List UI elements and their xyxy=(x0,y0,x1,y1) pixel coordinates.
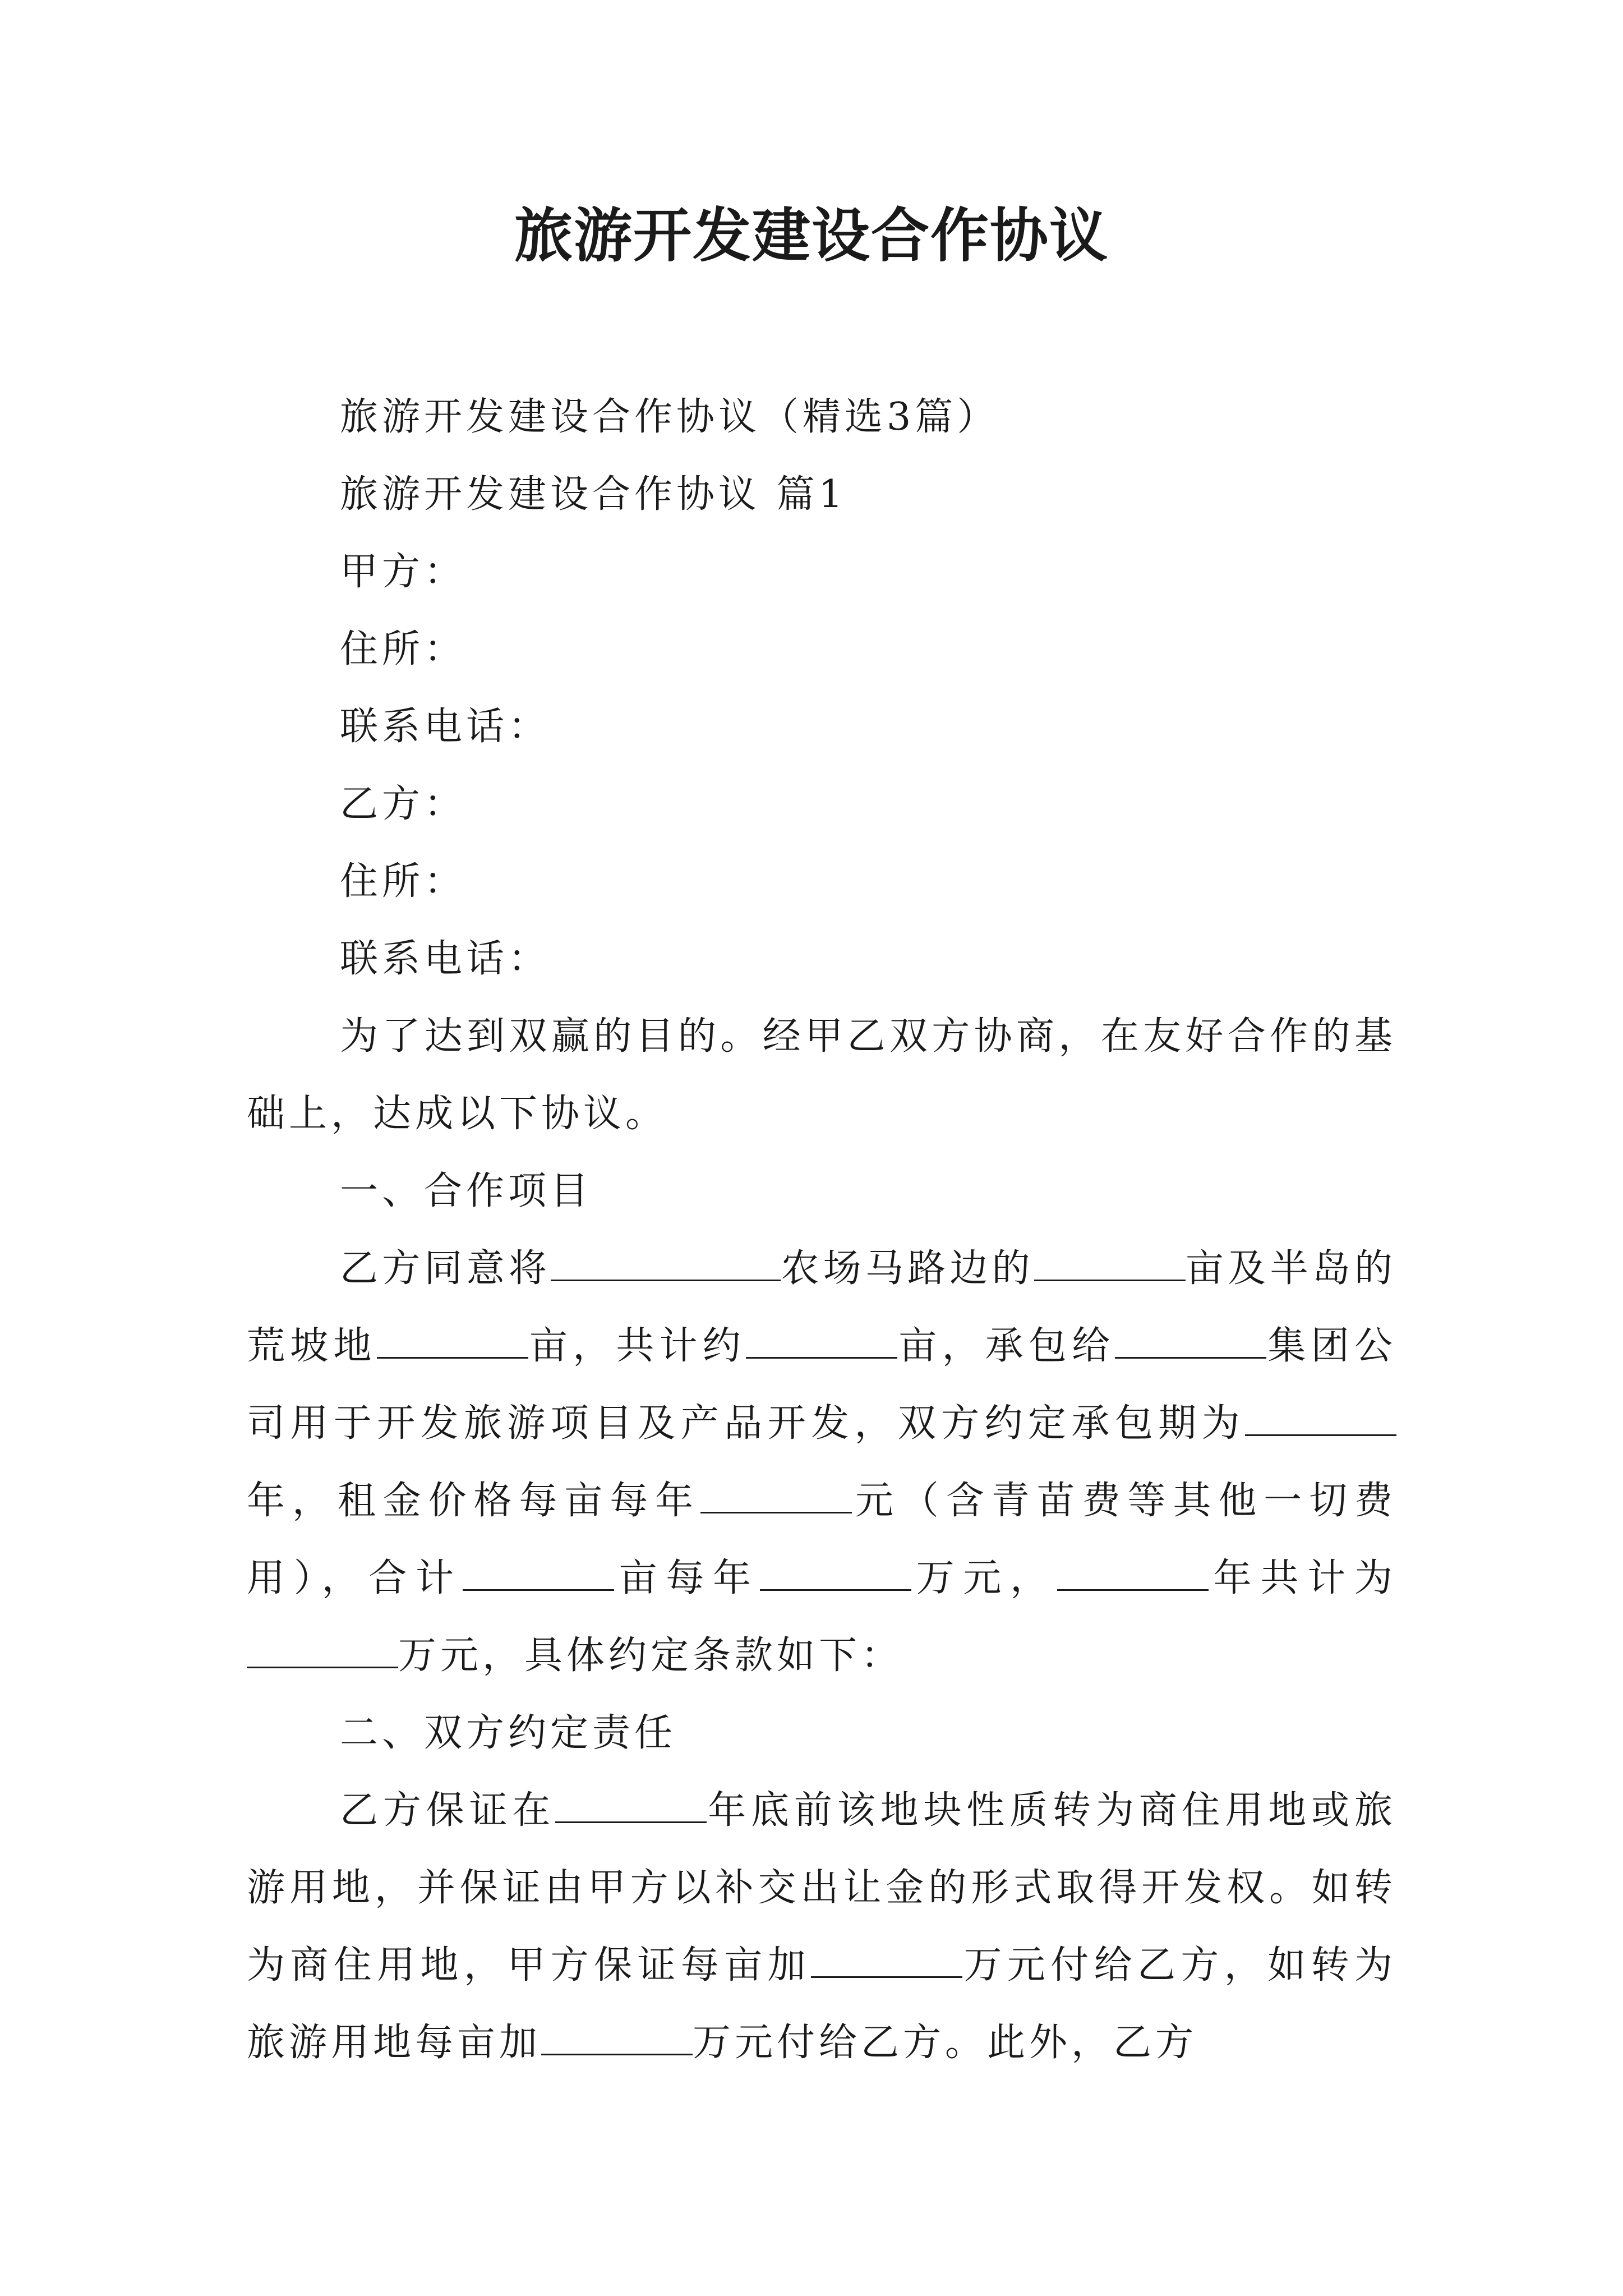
text-segment: 亩，共计约 xyxy=(528,1324,746,1368)
blank-field-tourism-fee xyxy=(541,2014,693,2055)
text-segment: 年底前该地块性质转为商住用地或旅游用地，并保证由甲方以补交出让金的形式取得开发权。如转为商住用地，甲方保证每亩加 xyxy=(247,1788,1396,1987)
party-b-address-label: 住所： xyxy=(340,859,467,904)
text-segment: 万元付给乙方。此外，乙方 xyxy=(693,2021,1198,2065)
intro-line: 旅游开发建设合作协议（精选3篇） xyxy=(340,395,999,439)
blank-field-area-roadside xyxy=(1034,1240,1186,1281)
blank-field-company xyxy=(1115,1318,1266,1359)
blank-field-years xyxy=(1057,1550,1209,1591)
blank-field-total-amount xyxy=(247,1627,398,1668)
document-body xyxy=(247,379,1396,2082)
heading-cooperation-project: 一、合作项目 xyxy=(340,1169,593,1213)
text-segment: 万元， xyxy=(911,1556,1057,1600)
heading-responsibilities: 二、双方约定责任 xyxy=(340,1711,677,1755)
text-segment: 集团公司用于开发旅游项目及产品开发，双方约定承包期为 xyxy=(247,1324,1396,1446)
party-a-address-label: 住所： xyxy=(340,627,467,671)
blank-field-rent-price xyxy=(700,1473,852,1513)
blank-field-term-years xyxy=(1245,1395,1396,1436)
text-segment: 年共计为 xyxy=(1208,1556,1396,1600)
blank-field-total-area xyxy=(463,1550,614,1591)
text-segment: 年，租金价格每亩每年 xyxy=(247,1479,701,1523)
text-segment: 农场马路边的 xyxy=(781,1246,1034,1291)
section-heading: 旅游开发建设合作协议 篇1 xyxy=(340,472,847,517)
text-segment: 乙方保证在 xyxy=(340,1788,556,1833)
document-title: 旅游开发建设合作协议 xyxy=(514,201,1109,270)
text-segment: 万元付给乙方，如转为旅游用地每亩加 xyxy=(247,1943,1396,2065)
text-segment: 乙方同意将 xyxy=(340,1246,551,1291)
purpose-paragraph: 为了达到双赢的目的。经甲乙双方协商，在友好合作的基础上，达成以下协议。 xyxy=(247,1014,1396,1136)
blank-field-yearly-amount xyxy=(760,1550,911,1591)
text-segment: 万元，具体约定条款如下： xyxy=(398,1634,903,1678)
text-segment: 亩每年 xyxy=(614,1556,760,1600)
party-b-label: 乙方： xyxy=(340,782,467,826)
party-a-label: 甲方： xyxy=(340,550,467,594)
blank-field-deadline-year xyxy=(555,1782,707,1823)
text-segment: 亩，承包给 xyxy=(897,1324,1115,1368)
cooperation-paragraph xyxy=(247,1230,1396,1695)
party-b-phone-label: 联系电话： xyxy=(340,937,551,981)
blank-field-commercial-fee xyxy=(811,1937,962,1978)
blank-field-area-slope xyxy=(377,1318,528,1359)
party-a-phone-label: 联系电话： xyxy=(340,705,551,749)
blank-field-farm xyxy=(551,1240,781,1281)
text-segment: 元（含青苗费等其他一切费用），合计 xyxy=(247,1479,1396,1600)
text-segment: 亩及半岛的荒坡地 xyxy=(247,1246,1396,1368)
responsibilities-paragraph xyxy=(247,1772,1396,2082)
blank-field-area-total xyxy=(746,1318,897,1359)
